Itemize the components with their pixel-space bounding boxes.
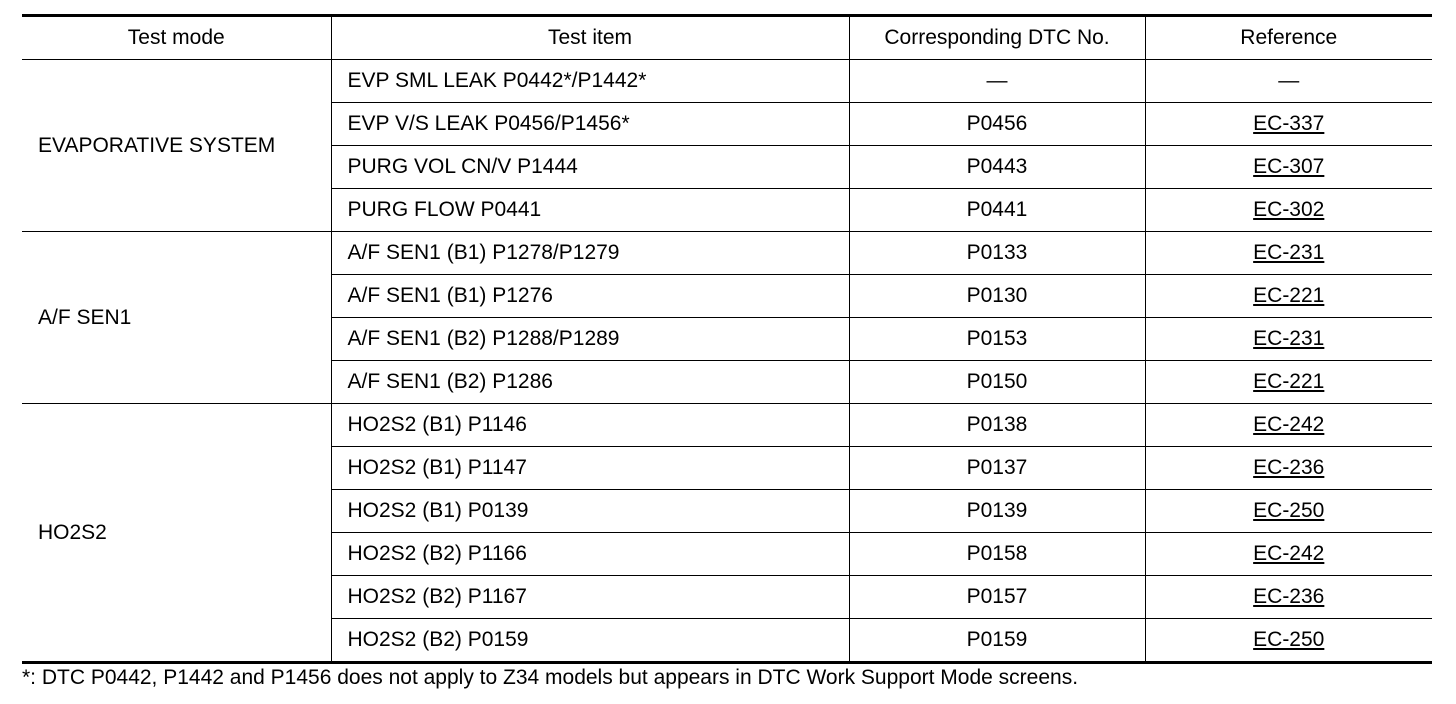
dtc-table-container (22, 14, 1432, 664)
table-row (22, 60, 1432, 103)
dtc-cell: P0441 (849, 189, 1145, 232)
test-item-cell: HO2S2 (B1) P1147 (331, 447, 849, 490)
reference-cell (1145, 619, 1432, 663)
test-mode-cell: HO2S2 (22, 404, 331, 663)
header-reference: Reference (1145, 16, 1432, 60)
header-test-item: Test item (331, 16, 849, 60)
reference-link[interactable]: EC-307 (1253, 155, 1325, 178)
reference-cell (1145, 318, 1432, 361)
reference-link[interactable]: EC-337 (1253, 112, 1325, 135)
reference-link[interactable]: EC-250 (1253, 499, 1325, 522)
reference-cell (1145, 490, 1432, 533)
table-header-row (22, 16, 1432, 60)
reference-cell (1145, 103, 1432, 146)
dtc-cell: P0159 (849, 619, 1145, 663)
test-mode-cell: EVAPORATIVE SYSTEM (22, 60, 331, 232)
dtc-cell: P0139 (849, 490, 1145, 533)
dtc-cell: P0137 (849, 447, 1145, 490)
reference-cell (1145, 447, 1432, 490)
reference-link[interactable]: EC-242 (1253, 413, 1325, 436)
reference-cell (1145, 146, 1432, 189)
test-item-cell: HO2S2 (B1) P1146 (331, 404, 849, 447)
dtc-cell: P0133 (849, 232, 1145, 275)
table-body (22, 60, 1432, 663)
reference-cell (1145, 275, 1432, 318)
test-item-cell: EVP V/S LEAK P0456/P1456* (331, 103, 849, 146)
test-item-cell: A/F SEN1 (B2) P1288/P1289 (331, 318, 849, 361)
header-dtc-no: Corresponding DTC No. (849, 16, 1145, 60)
dtc-cell: P0456 (849, 103, 1145, 146)
reference-link[interactable]: EC-242 (1253, 542, 1325, 565)
reference-link[interactable]: EC-236 (1253, 585, 1325, 608)
test-item-cell: A/F SEN1 (B1) P1278/P1279 (331, 232, 849, 275)
test-item-cell: A/F SEN1 (B2) P1286 (331, 361, 849, 404)
dtc-table (22, 14, 1432, 664)
reference-link[interactable]: EC-221 (1253, 370, 1325, 393)
reference-link[interactable]: EC-236 (1253, 456, 1325, 479)
test-item-cell: HO2S2 (B2) P0159 (331, 619, 849, 663)
test-item-cell: HO2S2 (B1) P0139 (331, 490, 849, 533)
header-test-mode: Test mode (22, 16, 331, 60)
reference-link[interactable]: EC-231 (1253, 241, 1325, 264)
dtc-cell: P0443 (849, 146, 1145, 189)
reference-link[interactable]: EC-302 (1253, 198, 1325, 221)
dtc-cell: P0157 (849, 576, 1145, 619)
table-row (22, 232, 1432, 275)
dtc-cell: — (849, 60, 1145, 103)
reference-link[interactable]: EC-221 (1253, 284, 1325, 307)
reference-text: — (1278, 69, 1300, 92)
test-item-cell: PURG VOL CN/V P1444 (331, 146, 849, 189)
test-item-cell: HO2S2 (B2) P1166 (331, 533, 849, 576)
reference-cell (1145, 60, 1432, 103)
dtc-cell: P0150 (849, 361, 1145, 404)
dtc-cell: P0158 (849, 533, 1145, 576)
test-item-cell: HO2S2 (B2) P1167 (331, 576, 849, 619)
reference-cell (1145, 533, 1432, 576)
reference-cell (1145, 404, 1432, 447)
test-item-cell: EVP SML LEAK P0442*/P1442* (331, 60, 849, 103)
reference-cell (1145, 576, 1432, 619)
dtc-cell: P0153 (849, 318, 1145, 361)
reference-link[interactable]: EC-231 (1253, 327, 1325, 350)
test-item-cell: PURG FLOW P0441 (331, 189, 849, 232)
reference-cell (1145, 189, 1432, 232)
reference-cell (1145, 232, 1432, 275)
reference-cell (1145, 361, 1432, 404)
test-item-cell: A/F SEN1 (B1) P1276 (331, 275, 849, 318)
dtc-cell: P0130 (849, 275, 1145, 318)
test-mode-cell: A/F SEN1 (22, 232, 331, 404)
dtc-cell: P0138 (849, 404, 1145, 447)
reference-link[interactable]: EC-250 (1253, 628, 1325, 651)
table-row (22, 404, 1432, 447)
footnote: *: DTC P0442, P1442 and P1456 does not apply to Z34 models but appears in DTC Work Support Mode screens. (22, 666, 1079, 689)
